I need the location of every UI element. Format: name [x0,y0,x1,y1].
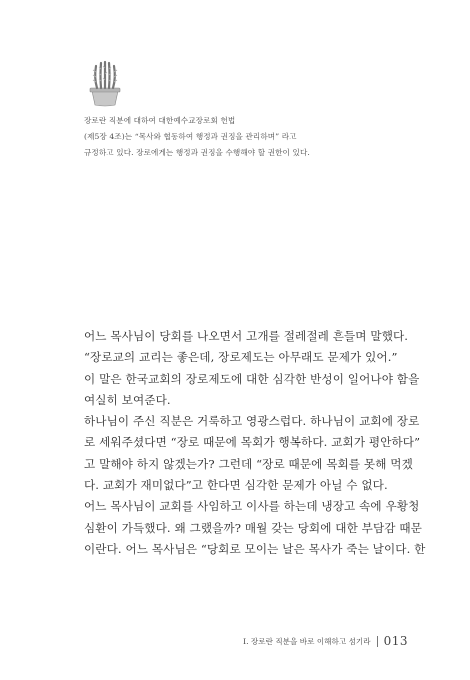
body-line: 다. 교회가 재미없다”고 한다면 심각한 문제가 아닐 수 없다. [84,478,388,493]
body-line: 이 말은 한국교회의 장로제도에 대한 심각한 반성이 일어나야 함을 [84,371,420,386]
sidenote-line: 장로란 직분에 대하여 대한예수교장로회 헌법 [84,116,236,125]
sidenote-line: 규정하고 있다. 장로에게는 행정과 권징을 수행해야 할 권한이 있다. [84,148,310,157]
body-line: 이란다. 어느 목사님은 “당회로 모이는 날은 목사가 죽는 날이다. 한 [84,541,426,556]
page-number: 013 [383,634,408,648]
body-line: 어느 목사님이 당회를 나오면서 고개를 절레절레 흔들며 말했다. [84,329,409,343]
chapter-title: I. 장로란 직분을 바로 이해하고 섬기라 [243,636,371,646]
body-line: 여실히 보여준다. [84,392,171,407]
sidenote [84,113,404,161]
page-footer [243,634,408,648]
body-line: “장로교의 교리는 좋은데, 장로제도는 아무래도 문제가 있어.” [84,350,398,365]
potted-plant-icon [84,60,126,108]
body-line: 하나님이 주신 직분은 거룩하고 영광스럽다. 하나님이 교회에 장로 [84,414,420,429]
body-line: 로 세워주셨다면 “장로 때문에 목회가 행복하다. 교회가 평안하다” [84,435,421,450]
body-line: 고 말해야 하지 않겠는가? 그런데 “장로 때문에 목회를 못해 먹겠 [84,456,413,471]
body-line: 심환이 가득했다. 왜 그랬을까? 매월 갖는 당회에 대한 부담감 때문 [84,520,422,535]
sidenote-line: (제5장 4조)는 “목사와 협동하여 행정과 권징을 관리하며” 라고 [84,132,297,141]
body-line: 어느 목사님이 교회를 사임하고 이사를 하는데 냉장고 속에 우황청 [84,499,420,514]
footer-divider [377,636,378,647]
body-text [84,326,426,560]
